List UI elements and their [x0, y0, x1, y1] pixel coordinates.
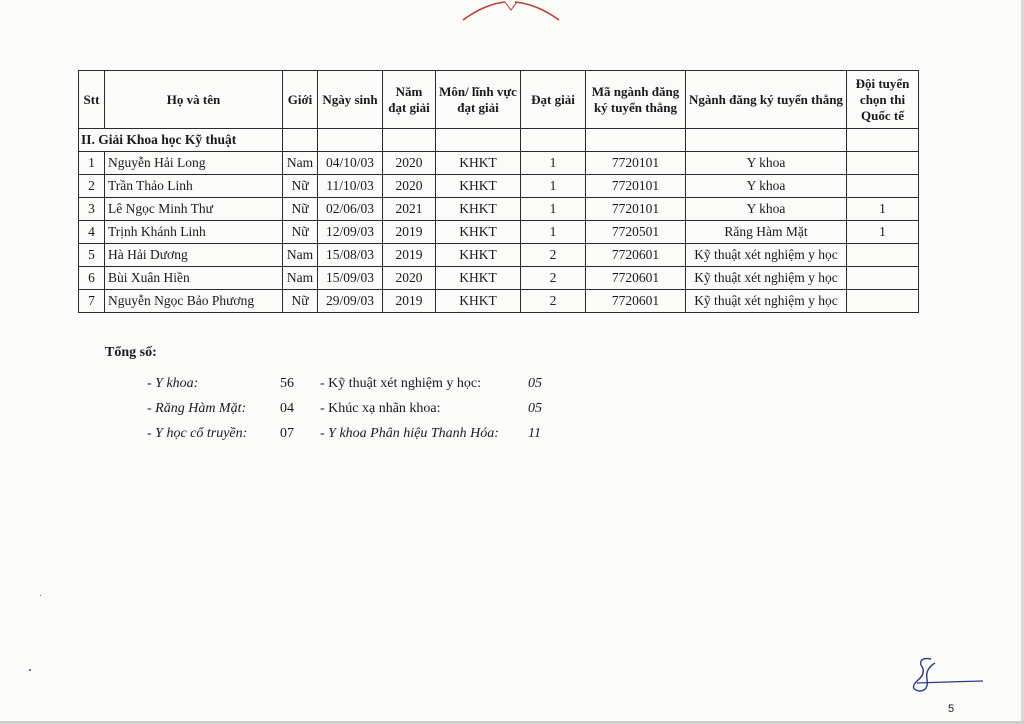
- header-major-name: Ngành đăng ký tuyển thẳng: [686, 71, 847, 129]
- table-row: [79, 244, 919, 267]
- cell-intl-team: [847, 152, 919, 175]
- cell-name: Trần Thảo Linh: [105, 175, 283, 198]
- cell-major-name: Kỹ thuật xét nghiệm y học: [686, 290, 847, 313]
- summary-value: 07: [280, 426, 294, 441]
- summary-value: 56: [280, 376, 294, 391]
- cell-major-name: Kỹ thuật xét nghiệm y học: [686, 267, 847, 290]
- summary-label: - Kỹ thuật xét nghiệm y học:: [320, 376, 481, 391]
- cell-field: KHKT: [436, 221, 521, 244]
- table-row: [79, 290, 919, 313]
- cell-name: Hà Hải Dương: [105, 244, 283, 267]
- table-row: [79, 221, 919, 244]
- section-row: [79, 129, 919, 152]
- table-row: [79, 267, 919, 290]
- cell-gender: Nữ: [283, 175, 318, 198]
- table-row: [79, 198, 919, 221]
- cell-major-code: 7720101: [586, 198, 686, 221]
- cell-intl-team: [847, 290, 919, 313]
- cell-field: KHKT: [436, 175, 521, 198]
- stamp-fragment: [455, 0, 565, 22]
- cell-dob: 11/10/03: [318, 175, 383, 198]
- section-title: II. Giải Khoa học Kỹ thuật: [79, 129, 283, 152]
- cell-dob: 12/09/03: [318, 221, 383, 244]
- page-number: 5: [948, 703, 955, 715]
- cell-major-code: 7720601: [586, 244, 686, 267]
- cell-major-name: Kỹ thuật xét nghiệm y học: [686, 244, 847, 267]
- cell-major-code: 7720101: [586, 175, 686, 198]
- cell-award: 2: [521, 290, 586, 313]
- cell-year: 2020: [383, 267, 436, 290]
- summary-value: 11: [528, 426, 541, 441]
- table-header-row: [79, 71, 919, 129]
- header-field: Môn/ lĩnh vực đạt giải: [436, 71, 521, 129]
- cell-dob: 04/10/03: [318, 152, 383, 175]
- header-intl-team: Đội tuyển chọn thi Quốc tế: [847, 71, 919, 129]
- cell-major-name: Y khoa: [686, 152, 847, 175]
- cell-award: 1: [521, 198, 586, 221]
- cell-year: 2020: [383, 152, 436, 175]
- cell-stt: 7: [79, 290, 105, 313]
- cell-stt: 3: [79, 198, 105, 221]
- summary-label: - Y khoa Phân hiệu Thanh Hóa:: [320, 426, 499, 441]
- cell-major-code: 7720501: [586, 221, 686, 244]
- cell-gender: Nữ: [283, 221, 318, 244]
- cell-intl-team: 1: [847, 198, 919, 221]
- cell-dob: 15/08/03: [318, 244, 383, 267]
- cell-major-name: Răng Hàm Mặt: [686, 221, 847, 244]
- cell-intl-team: [847, 267, 919, 290]
- cell-intl-team: [847, 175, 919, 198]
- cell-award: 1: [521, 152, 586, 175]
- cell-major-name: Y khoa: [686, 175, 847, 198]
- cell-intl-team: 1: [847, 221, 919, 244]
- cell-field: KHKT: [436, 244, 521, 267]
- cell-name: Lê Ngọc Minh Thư: [105, 198, 283, 221]
- cell-stt: 2: [79, 175, 105, 198]
- summary-title: Tổng số:: [105, 345, 157, 360]
- cell-major-code: 7720601: [586, 290, 686, 313]
- cell-year: 2019: [383, 221, 436, 244]
- cell-name: Trịnh Khánh Linh: [105, 221, 283, 244]
- scan-speck: [29, 669, 31, 671]
- cell-stt: 6: [79, 267, 105, 290]
- cell-major-name: Y khoa: [686, 198, 847, 221]
- cell-year: 2019: [383, 290, 436, 313]
- cell-dob: 29/09/03: [318, 290, 383, 313]
- table-row: [79, 175, 919, 198]
- cell-major-code: 7720101: [586, 152, 686, 175]
- summary-label: - Y khoa:: [147, 376, 199, 391]
- cell-award: 1: [521, 175, 586, 198]
- cell-dob: 02/06/03: [318, 198, 383, 221]
- cell-intl-team: [847, 244, 919, 267]
- cell-year: 2020: [383, 175, 436, 198]
- cell-stt: 1: [79, 152, 105, 175]
- cell-award: 2: [521, 244, 586, 267]
- cell-field: KHKT: [436, 152, 521, 175]
- cell-award: 2: [521, 267, 586, 290]
- summary-value: 05: [528, 376, 542, 391]
- cell-major-code: 7720601: [586, 267, 686, 290]
- cell-year: 2021: [383, 198, 436, 221]
- header-stt: Stt: [79, 71, 105, 129]
- summary-label: - Răng Hàm Mặt:: [147, 401, 247, 416]
- cell-name: Nguyễn Ngọc Bảo Phương: [105, 290, 283, 313]
- cell-stt: 5: [79, 244, 105, 267]
- header-dob: Ngày sinh: [318, 71, 383, 129]
- cell-gender: Nam: [283, 152, 318, 175]
- cell-field: KHKT: [436, 198, 521, 221]
- scan-speck: [40, 595, 41, 596]
- cell-award: 1: [521, 221, 586, 244]
- cell-stt: 4: [79, 221, 105, 244]
- header-name: Họ và tên: [105, 71, 283, 129]
- summary-label: - Y học cổ truyền:: [147, 426, 248, 441]
- header-award: Đạt giải: [521, 71, 586, 129]
- cell-field: KHKT: [436, 290, 521, 313]
- cell-gender: Nữ: [283, 198, 318, 221]
- cell-gender: Nam: [283, 244, 318, 267]
- cell-name: Nguyễn Hải Long: [105, 152, 283, 175]
- cell-gender: Nam: [283, 267, 318, 290]
- cell-dob: 15/09/03: [318, 267, 383, 290]
- cell-field: KHKT: [436, 267, 521, 290]
- table-row: [79, 152, 919, 175]
- cell-year: 2019: [383, 244, 436, 267]
- award-table: [78, 70, 919, 313]
- summary-value: 04: [280, 401, 294, 416]
- cell-name: Bùi Xuân Hiền: [105, 267, 283, 290]
- summary-value: 05: [528, 401, 542, 416]
- header-major-code: Mã ngành đăng ký tuyển thẳng: [586, 71, 686, 129]
- summary-label: - Khúc xạ nhãn khoa:: [320, 401, 441, 416]
- header-gender: Giới: [283, 71, 318, 129]
- header-year: Năm đạt giải: [383, 71, 436, 129]
- cell-gender: Nữ: [283, 290, 318, 313]
- signature-mark: [905, 655, 985, 697]
